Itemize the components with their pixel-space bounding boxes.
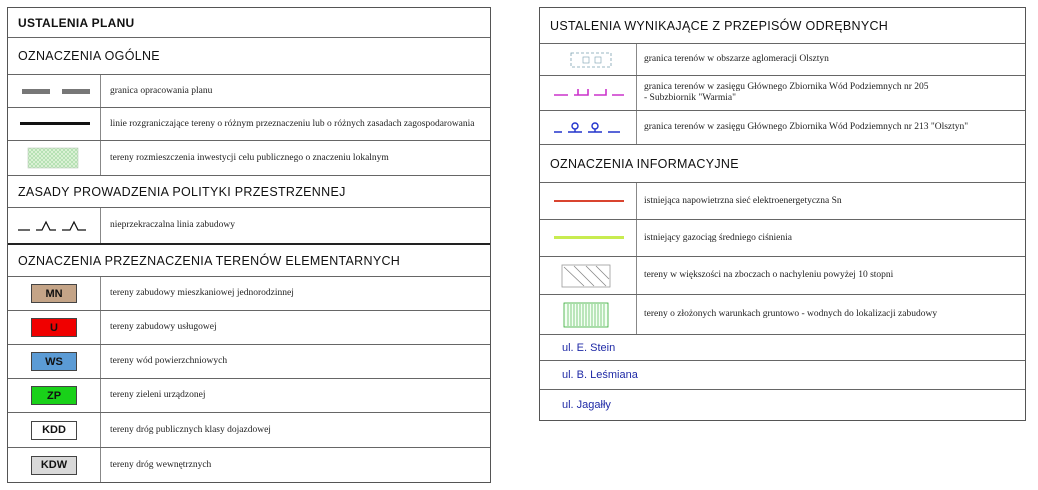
legend-label: tereny rozmieszczenia inwestycji celu publicznego o znaczeniu lokalnym: [110, 152, 389, 163]
land-use-code-kdd: KDD: [31, 421, 77, 440]
legend-title: USTALENIA PLANU: [8, 8, 490, 38]
legend-label: tereny dróg wewnętrznych: [110, 459, 212, 470]
legend-label: tereny zieleni urządzonej: [110, 390, 206, 400]
section-header-regulations: USTALENIA WYNIKAJĄCE Z PRZEPISÓW ODRĘBNYCH: [540, 8, 1025, 44]
legend-label: istniejąca napowietrzna sieć elektroenergetyczna Sn: [644, 195, 842, 206]
public-investment-symbol: [8, 141, 101, 175]
legend-label: tereny dróg publicznych klasy dojazdowej: [110, 424, 271, 435]
power-line-symbol: [540, 183, 637, 219]
agglomeration-boundary-symbol: [540, 44, 637, 75]
land-use-code-mn: MN: [31, 284, 77, 303]
legend-label: tereny zabudowy usługowej: [110, 322, 217, 332]
legend-label: granica terenów w obszarze aglomeracji Olsztyn: [644, 54, 829, 64]
section-header-policy: ZASADY PROWADZENIA POLITYKI PRZESTRZENNEJ: [8, 176, 490, 208]
legend-row: [8, 208, 490, 245]
legend-row: [8, 277, 490, 311]
legend-label: tereny wód powierzchniowych: [110, 356, 228, 366]
plan-boundary-symbol: [8, 75, 101, 107]
legend-row: [8, 311, 490, 345]
legend-row: [540, 295, 1025, 335]
land-use-code-u: U: [31, 318, 77, 337]
legend-label: tereny w większości na zboczach o nachyleniu powyżej 10 stopni: [644, 270, 894, 280]
legend-label: istniejący gazociąg średniego ciśnienia: [644, 232, 792, 243]
gzwp-213-symbol: [540, 111, 637, 144]
gzwp-205-symbol: [540, 76, 637, 110]
legend-row: [8, 413, 490, 448]
soil-conditions-symbol: [540, 295, 637, 334]
gas-pipeline-symbol: [540, 220, 637, 256]
legend-row: [8, 108, 490, 141]
legend-label: granica terenów w zasięgu Głównego Zbiornika Wód Podziemnych nr 213 "Olsztyn": [644, 122, 969, 132]
section-header-land-use: OZNACZENIA PRZEZNACZENIA TERENÓW ELEMENTARNYCH: [8, 245, 490, 277]
legend-row: [8, 448, 490, 482]
legend-row: [8, 379, 490, 413]
section-header-informational: OZNACZENIA INFORMACYJNE: [540, 145, 1025, 183]
legend-label: tereny o złożonych warunkach gruntowo - wodnych do lokalizacji zabudowy: [644, 309, 938, 319]
street-name-stein: ul. E. Stein: [540, 335, 1025, 361]
legend-row: [540, 220, 1025, 257]
slope-hatch-symbol: [540, 257, 637, 294]
legend-row: [540, 257, 1025, 295]
building-line-symbol: [8, 208, 101, 243]
land-use-code-kdw: KDW: [31, 456, 77, 475]
legend-row: [8, 75, 490, 108]
legend-label: granica opracowania planu: [110, 85, 213, 96]
legend-label: tereny zabudowy mieszkaniowej jednorodzinnej: [110, 288, 294, 298]
section-header-general: OZNACZENIA OGÓLNE: [8, 38, 490, 75]
land-use-code-zp: ZP: [31, 386, 77, 405]
legend-label: linie rozgraniczające tereny o różnym przeznaczeniu lub o różnych zasadach zagospodarowania: [110, 118, 475, 129]
legend-row: [8, 345, 490, 379]
legend-label: nieprzekraczalna linia zabudowy: [110, 220, 236, 230]
legend-row: [8, 141, 490, 176]
legend-row: [540, 76, 1025, 111]
legend-label: granica terenów w zasięgu Głównego Zbiornika Wód Podziemnych nr 205 - Subzbiornik "Warmia": [644, 82, 929, 103]
legend-row: [540, 183, 1025, 220]
street-name-jagally: ul. Jagałły: [562, 399, 611, 411]
plan-legend-panel: [7, 7, 491, 483]
regulations-legend-panel: [539, 7, 1026, 421]
land-use-code-ws: WS: [31, 352, 77, 371]
legend-row: [540, 44, 1025, 76]
street-name-lesmiana: ul. B. Leśmiana: [540, 361, 1025, 390]
boundary-line-symbol: [8, 108, 101, 140]
legend-row: [540, 111, 1025, 145]
